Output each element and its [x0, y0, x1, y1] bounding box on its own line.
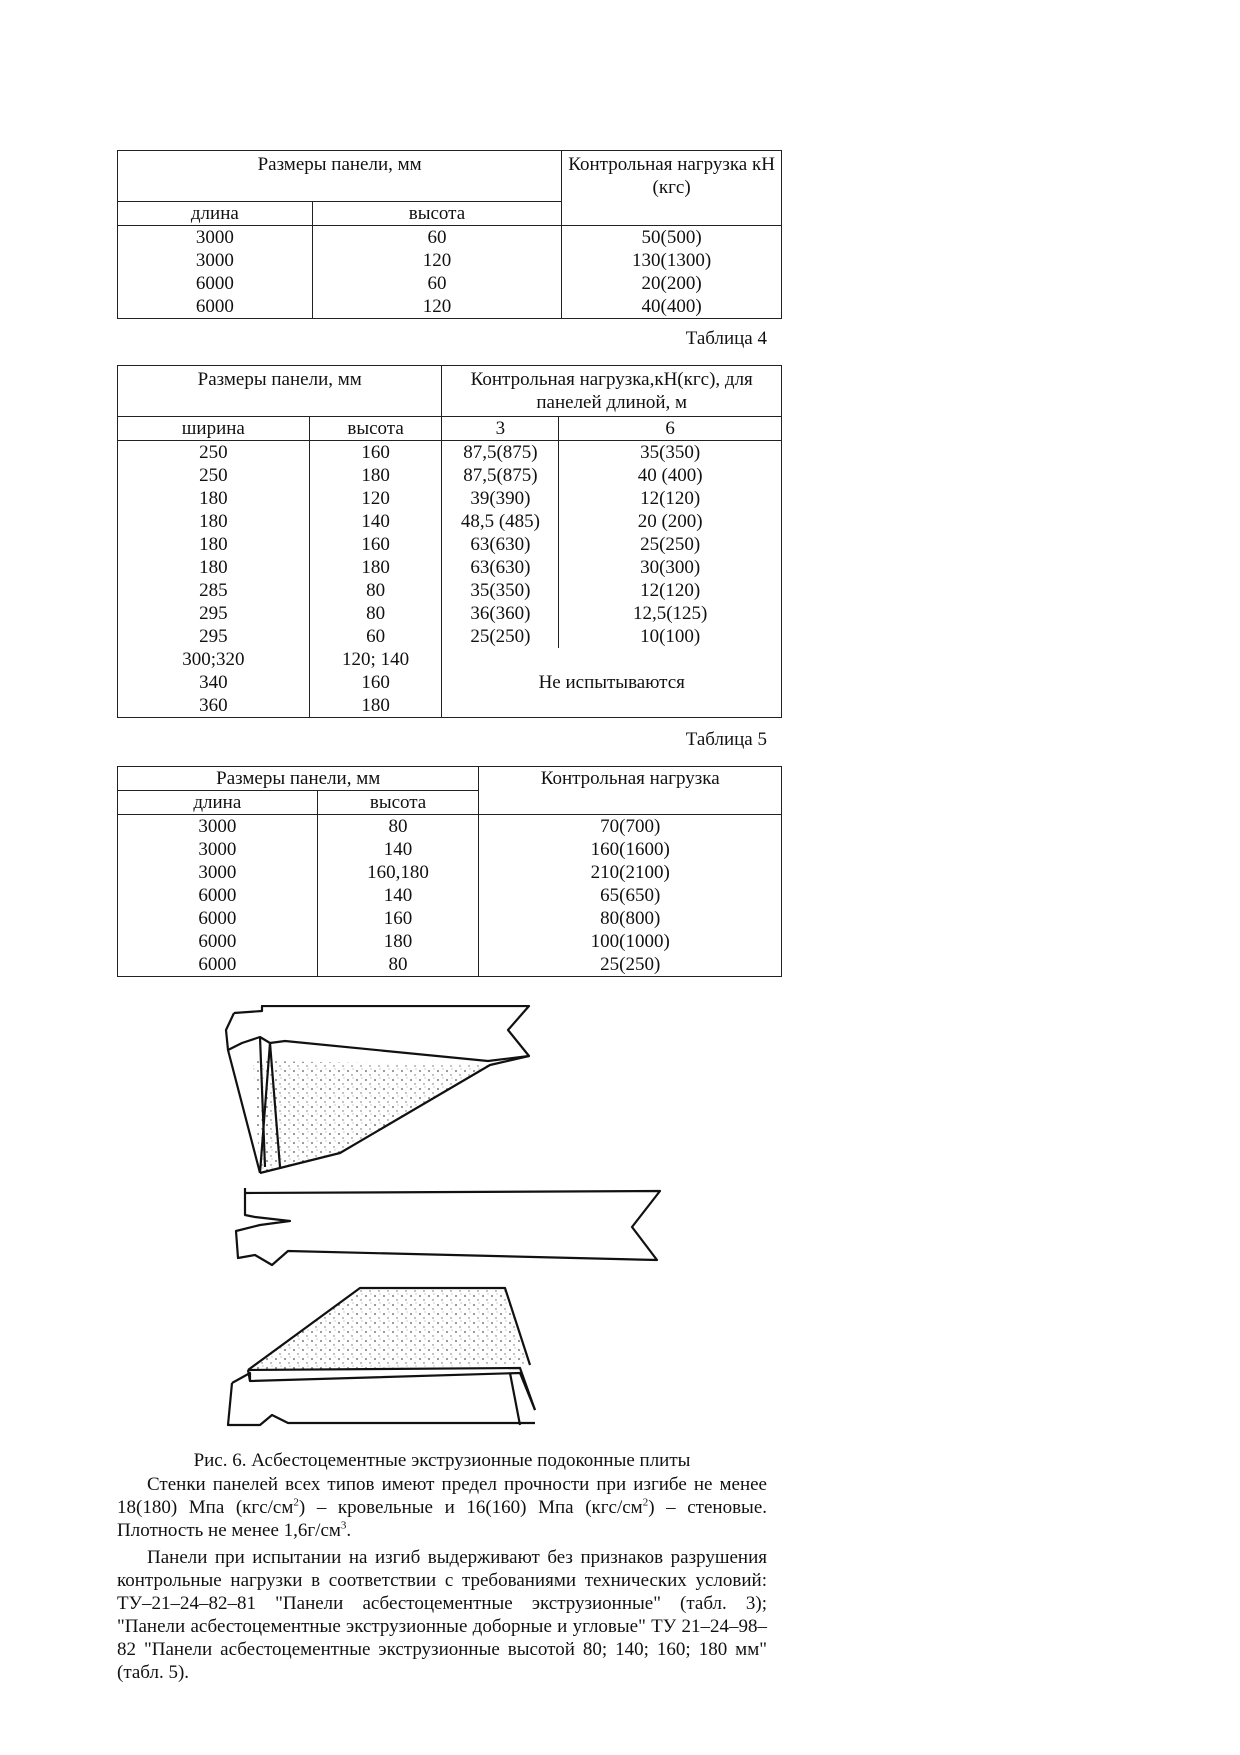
table-cell: 65(650): [600, 885, 661, 906]
table-cell: 6000: [118, 295, 313, 319]
table-row: [118, 861, 782, 884]
table-cell: 25(250): [600, 954, 661, 975]
paragraph-testing: [117, 1546, 767, 1684]
paragraph-strength-text: [117, 1473, 767, 1542]
table-row: [118, 602, 782, 625]
table-cell: 30(300): [640, 557, 701, 578]
table-cell: 140: [317, 884, 479, 907]
table-cell: 160: [309, 533, 442, 556]
table-row: [118, 226, 782, 250]
table-cell: 6000: [118, 930, 318, 953]
table-cell: 120: [312, 249, 562, 272]
table-cell: 6000: [118, 272, 313, 295]
table-row: [118, 579, 782, 602]
table-row: [118, 533, 782, 556]
table-cell: 63(630): [442, 556, 559, 579]
table-cell: 60: [312, 272, 562, 295]
table-cell: 40(400): [641, 296, 702, 317]
superscript: 2: [642, 1496, 649, 1509]
table-cell: 35(350): [640, 442, 701, 463]
table-cell: 250: [118, 441, 310, 465]
table-cell: 80: [309, 602, 442, 625]
table-4-header-load: Контрольная нагрузка,кН(кгс), для панелей длиной, м: [442, 366, 782, 417]
table-3-header-dims: Размеры панели, мм: [118, 151, 562, 202]
table-row: [118, 648, 782, 671]
paragraph-testing-text: Панели при испытании на изгиб выдерживают без признаков разрушения контрольные нагрузки в соответствии с требованиями технических условий: ТУ–21–24–82–81 "Панели асбестоцементные экструзионные" (табл. 3); "Панели асбестоцементные экструзионные доборные и угловые" ТУ 21–24–98–82 "Панели асбестоцементные экструзионные высотой 80; 140; 160; 180 мм" (табл. 5).: [117, 1547, 767, 1683]
table-cell: 35(350): [442, 579, 559, 602]
table-row: [118, 441, 782, 465]
table-cell: 36(360): [442, 602, 559, 625]
table-5-header-load: Контрольная нагрузка: [479, 767, 782, 815]
table-cell: 63(630): [442, 533, 559, 556]
table-cell: 3000: [118, 861, 318, 884]
table-cell: 340: [118, 671, 310, 694]
table-cell: 12(120): [640, 580, 701, 601]
table-cell: 3000: [118, 838, 318, 861]
table-cell: 180: [118, 533, 310, 556]
table-cell: 160: [317, 907, 479, 930]
table-cell: 180: [309, 694, 442, 718]
table-3: [117, 150, 782, 319]
table-row: [118, 249, 782, 272]
panel-top-drawing: [226, 1006, 529, 1173]
superscript: 3: [340, 1519, 347, 1532]
table-3-header-load: Контрольная нагрузка кН (кгс): [562, 151, 782, 226]
table-row: [118, 487, 782, 510]
table-row: [118, 272, 782, 295]
text-run: ) – кровельные и 16(160) Мпа (кгс/см: [298, 1497, 643, 1518]
panel-bottom-drawing: [228, 1288, 535, 1425]
table-cell: 60: [309, 625, 442, 648]
table-cell: 3000: [118, 815, 318, 839]
table-5-col-height: высота: [317, 791, 479, 815]
table-cell: 12(120): [640, 488, 701, 509]
text-run: .: [346, 1520, 352, 1541]
table-row: [118, 464, 782, 487]
table-row: [118, 884, 782, 907]
table-cell: 295: [118, 625, 310, 648]
table-row: [118, 556, 782, 579]
table-cell: 87,5(875): [442, 464, 559, 487]
table-5-label: Таблица 5: [685, 729, 767, 750]
table-5-header-dims: Размеры панели, мм: [118, 767, 479, 791]
table-cell: 160: [309, 671, 442, 694]
table-cell: 120: [309, 487, 442, 510]
table-4-col-3m: 3: [442, 417, 559, 441]
table-cell: 25(250): [442, 625, 559, 648]
table-cell: 180: [118, 487, 310, 510]
table-cell: 180: [118, 556, 310, 579]
table-cell: 285: [118, 579, 310, 602]
table-cell: 25(250): [640, 534, 701, 555]
figure-caption: Рис. 6. Асбестоцементные экструзионные подоконные плиты: [193, 1450, 691, 1471]
table-cell: 180: [317, 930, 479, 953]
table-cell: 48,5 (485): [442, 510, 559, 533]
panels-drawing: [220, 1005, 690, 1445]
text-run: ) – стеновые. Плотность не менее 1,6г/см: [117, 1497, 768, 1541]
table-cell: 80: [317, 953, 479, 977]
table-row: [118, 838, 782, 861]
table-cell: 20 (200): [637, 511, 703, 532]
table-cell: 120; 140: [309, 648, 442, 671]
table-cell: 3000: [118, 226, 313, 250]
table-cell: 60: [312, 226, 562, 250]
table-cell: 3000: [118, 249, 313, 272]
table-cell: 70(700): [600, 816, 661, 837]
table-cell: 180: [309, 556, 442, 579]
table-cell: 120: [312, 295, 562, 319]
table-cell: 180: [309, 464, 442, 487]
table-4: [117, 365, 782, 718]
table-4-col-height: высота: [309, 417, 442, 441]
table-cell: 80: [317, 815, 479, 839]
table-5-col-length: длина: [118, 791, 318, 815]
table-row: [118, 907, 782, 930]
table-cell: 87,5(875): [442, 441, 559, 465]
table-4-untested-note: Не испытываются: [538, 672, 685, 693]
table-cell: 20(200): [641, 273, 702, 294]
table-cell: 210(2100): [590, 862, 670, 883]
table-3-col-length: длина: [118, 202, 313, 226]
table-cell: 80: [309, 579, 442, 602]
table-cell: 160,180: [317, 861, 479, 884]
figure-window-sill-panels: [220, 1005, 690, 1445]
table-5: [117, 766, 782, 977]
table-4-col-width: ширина: [118, 417, 310, 441]
table-row: [118, 815, 782, 839]
panel-middle-drawing: [236, 1188, 660, 1265]
table-cell: 50(500): [641, 227, 702, 248]
table-cell: 39(390): [442, 487, 559, 510]
table-cell: 40 (400): [637, 465, 703, 486]
text-run: Стенки панелей всех типов имеют предел прочности при изгибе не менее 18(180) Мпа (кгс/см: [117, 1474, 767, 1518]
table-cell: 295: [118, 602, 310, 625]
table-cell: 6000: [118, 953, 318, 977]
table-cell: 160: [309, 441, 442, 465]
table-row: [118, 625, 782, 648]
table-cell: 140: [309, 510, 442, 533]
table-cell: 12,5(125): [632, 603, 708, 624]
table-row: [118, 510, 782, 533]
paragraph-strength: [117, 1473, 767, 1542]
table-cell: 180: [118, 510, 310, 533]
table-4-col-6m: 6: [559, 417, 782, 441]
table-cell: 6000: [118, 907, 318, 930]
table-row: [118, 295, 782, 319]
table-cell: 250: [118, 464, 310, 487]
table-cell: 80(800): [600, 908, 661, 929]
table-cell: 10(100): [640, 626, 701, 647]
table-cell: 6000: [118, 884, 318, 907]
table-4-header-dims: Размеры панели, мм: [118, 366, 442, 417]
table-cell: 300;320: [118, 648, 310, 671]
table-row: [118, 953, 782, 977]
superscript: 2: [293, 1496, 299, 1509]
table-cell: 130(1300): [632, 250, 712, 271]
table-cell: 140: [317, 838, 479, 861]
table-cell: 360: [118, 694, 310, 718]
table-row: [118, 930, 782, 953]
table-4-label: Таблица 4: [685, 328, 767, 349]
table-3-col-height: высота: [312, 202, 562, 226]
table-cell: 160(1600): [590, 839, 670, 860]
table-cell: 100(1000): [590, 931, 670, 952]
